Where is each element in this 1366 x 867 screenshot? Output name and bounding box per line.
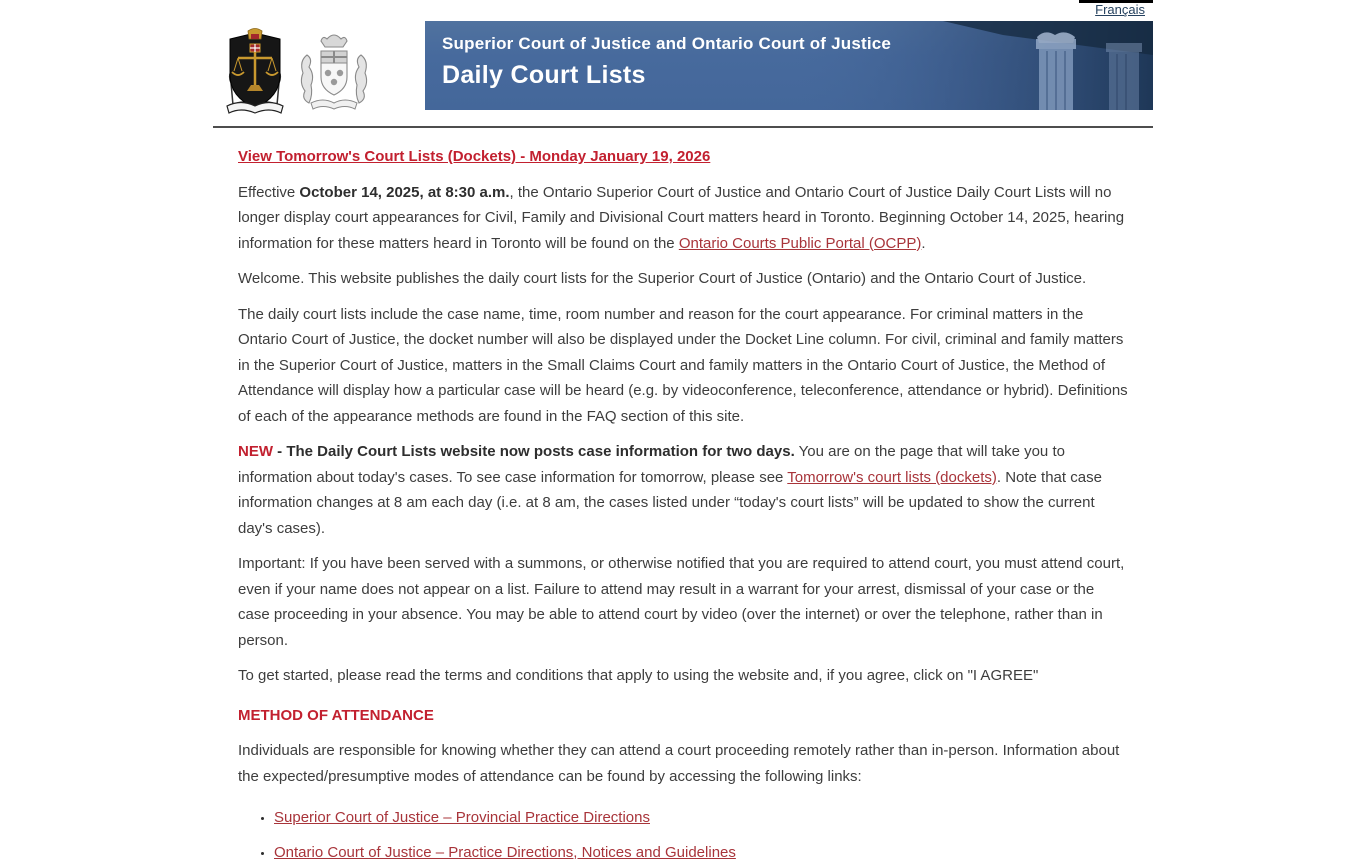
- effective-date: October 14, 2025, at 8:30 a.m.: [299, 183, 510, 201]
- site-banner: [425, 21, 1153, 110]
- superior-court-crest-icon: [225, 27, 285, 120]
- language-bar: [213, 0, 1153, 21]
- individuals-paragraph: Individuals are responsible for knowing whether they can attend a court proceeding remotely rather than in-person. Information about the expected/presumptive modes of attendance can be found by accessing the following links:: [238, 742, 1120, 785]
- francais-link[interactable]: Français: [1095, 2, 1145, 17]
- list-item: [274, 840, 1129, 866]
- tomorrows-court-lists-link[interactable]: Tomorrow's court lists (dockets): [787, 468, 997, 486]
- list-item: [274, 805, 1129, 831]
- effective-prefix: Effective: [238, 183, 300, 201]
- method-of-attendance-heading: METHOD OF ATTENDANCE: [238, 706, 434, 724]
- ocpp-link[interactable]: Ontario Courts Public Portal (OCPP): [678, 234, 922, 252]
- important-paragraph: Important: If you have been served with a summons, or otherwise notified that you are required to attend court, you must attend court, even if your name does not appear on a list. Failure to attend may result in a warrant for your arrest, dismissal of your case or the case proceeding in your absence. You may be able to attend court by video (over the internet) or over the telephone, rather than in person.: [238, 555, 1125, 649]
- view-tomorrow-court-lists-link[interactable]: View Tomorrow's Court Lists (Dockets) - Monday January 19, 2026: [238, 148, 711, 165]
- new-bold-text: - The Daily Court Lists website now posts case information for two days.: [273, 443, 795, 460]
- main-content: [213, 128, 1153, 865]
- lists-info-paragraph: The daily court lists include the case name, time, room number and reason for the court appearance. For criminal matters in the Ontario Court of Justice, the docket number will also be displayed under the Docket Line column. For civil, criminal and family matters in the Superior Court of Justice, matters in the Small Claims Court and family matters in the Ontario Court of Justice, the Method of Attendance will display how a particular case will be heard (e.g. by videoconference, teleconference, attendance or hybrid). Definitions of each of the appearance methods are found in the FAQ section of this site.: [238, 305, 1128, 425]
- tomorrow-lists-row: [238, 144, 1129, 170]
- page-title: Daily Court Lists: [442, 61, 646, 89]
- new-notice-paragraph: [238, 439, 1129, 541]
- welcome-paragraph: Welcome. This website publishes the daily court lists for the Superior Court of Justice (Ontario) and the Ontario Court of Justice.: [238, 270, 1087, 287]
- court-crests: [213, 27, 425, 120]
- banner-subtitle: Superior Court of Justice and Ontario Court of Justice: [442, 34, 892, 53]
- banner-titles: [425, 21, 1153, 90]
- effective-middle: , the Ontario Superior Court of Justice and Ontario Court of Justice Daily Court Lists will no longer display court appearances for Civil, Family and Divisional Court matters heard in Toronto. Beginning October 14, 2025, hearing information for these matters heard in Toronto will be found on the: [238, 183, 1125, 252]
- effective-notice-paragraph: [238, 180, 1129, 257]
- new-label: NEW: [238, 443, 273, 460]
- new-suffix-text: . Note that case information changes at 8 am each day (i.e. at 8 am, the cases listed under “today's court lists” will be updated to show the current day's cases).: [238, 468, 1102, 537]
- ocj-practice-directions-link[interactable]: Ontario Court of Justice – Practice Directions, Notices and Guidelines: [274, 843, 736, 861]
- effective-suffix: .: [921, 234, 926, 252]
- page-container: [213, 0, 1153, 865]
- scj-practice-directions-link[interactable]: Superior Court of Justice – Provincial Practice Directions: [274, 809, 650, 826]
- attendance-links-list: [238, 805, 1129, 865]
- new-middle-text: You are on the page that will take you to information about today's cases. To see case information for tomorrow, please see: [238, 443, 1065, 486]
- ontario-coat-of-arms-icon: [297, 29, 371, 118]
- get-started-paragraph: To get started, please read the terms and conditions that apply to using the website and, if you agree, click on "I AGREE": [238, 667, 1039, 684]
- site-header: [213, 21, 1153, 120]
